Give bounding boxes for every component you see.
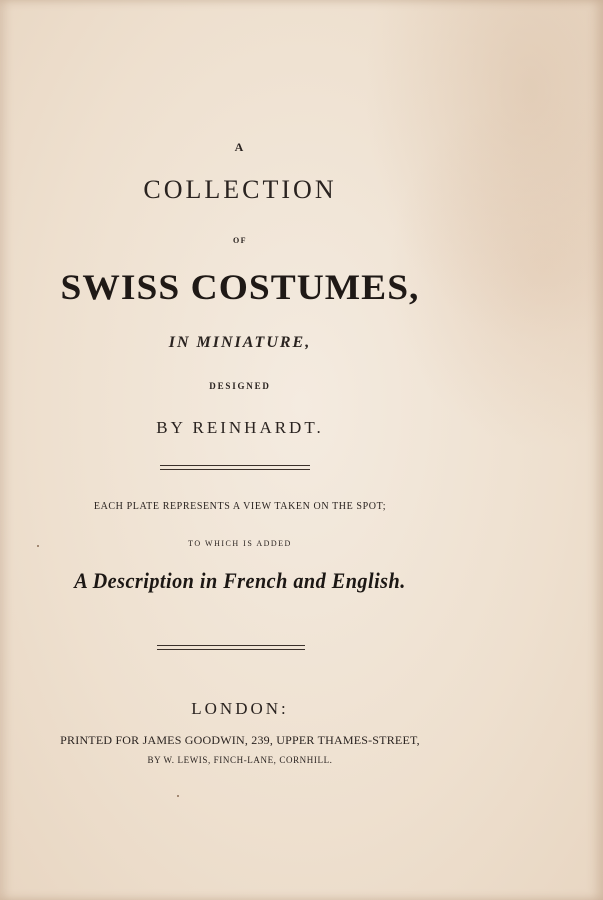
- designed-label: DESIGNED: [209, 381, 271, 391]
- paper-speck: [177, 795, 179, 797]
- imprint-printer: BY W. LEWIS, FINCH-LANE, CORNHILL.: [147, 755, 333, 765]
- description-line: A Description in French and English.: [74, 568, 406, 593]
- divider-rule-bottom: [157, 645, 305, 650]
- paper-speck: [37, 545, 39, 547]
- imprint-publisher: PRINTED FOR JAMES GOODWIN, 239, UPPER THAMES-STREET,: [60, 733, 420, 747]
- title-of: OF: [232, 236, 248, 245]
- divider-rule-top: [160, 465, 310, 470]
- each-plate-line: EACH PLATE REPRESENTS A VIEW TAKEN ON THE SPOT;: [93, 501, 387, 512]
- main-title: SWISS COSTUMES,: [60, 267, 420, 307]
- subtitle: IN MINIATURE,: [168, 334, 312, 351]
- author-line: BY REINHARDT.: [156, 418, 324, 437]
- to-which-line: TO WHICH IS ADDED: [188, 539, 292, 548]
- article-a: A: [234, 140, 246, 154]
- title-collection: COLLECTION: [143, 175, 337, 204]
- imprint-city: LONDON:: [191, 699, 289, 718]
